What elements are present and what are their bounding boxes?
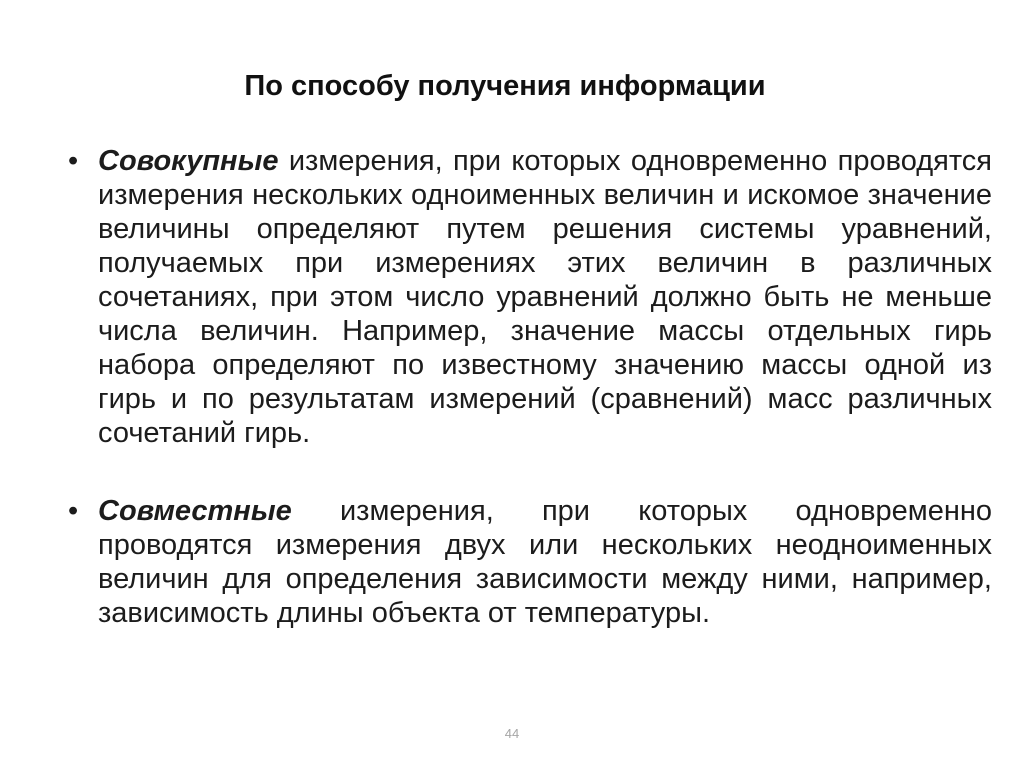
bullet-term: Совокупные (98, 145, 279, 177)
bullet-list (66, 144, 992, 630)
bullet-item-joint (66, 494, 992, 630)
bullet-text: измерения, при которых одновременно проводятся измерения нескольких одноименных величин и искомое значение величины определяют путем решения системы уравнений, получаемых при измерениях этих величин в различных сочетаниях, при этом число уравнений должно быть не меньше числа величин. Например, значение массы отдельных гирь набора определяют по известному значению массы одной из гирь и по результатам измерений (сравнений) масс различных сочетаний гирь. (98, 145, 992, 449)
page-number: 44 (504, 726, 520, 741)
bullet-text: измерения, при которых одновременно проводятся измерения двух или нескольких неодноименных величин для определения зависимости между ними, например, зависимость длины объекта от температуры. (98, 495, 992, 629)
bullet-icon: • (68, 145, 79, 177)
bullet-icon: • (68, 495, 79, 527)
bullet-term: Совместные (98, 495, 292, 527)
slide-title: По способу получения информации (244, 70, 766, 102)
bullet-item-combined (66, 144, 992, 450)
